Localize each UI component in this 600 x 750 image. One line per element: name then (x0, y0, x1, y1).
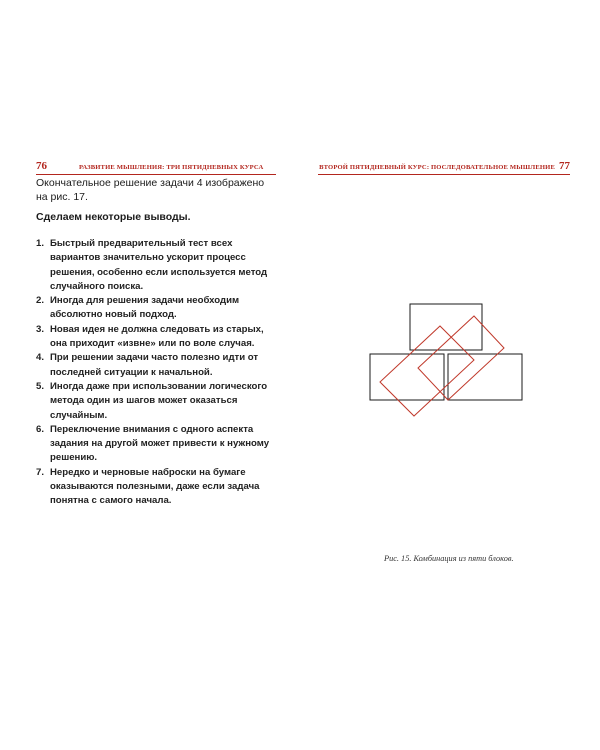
figure-caption: Рис. 15. Комбинация из пяти блоков. (384, 554, 514, 563)
intro-paragraph: Окончательное решение задачи 4 изображено на рис. 17. (36, 177, 265, 203)
list-item: 3. Новая идея не должна следовать из старых, она приходит «извне» или по воле случая. (36, 323, 264, 350)
left-page-number: 76 (36, 160, 47, 172)
conclusions-heading: Сделаем некоторые выводы. (36, 211, 191, 223)
right-page-number: 77 (559, 160, 570, 172)
right-running-title: ВТОРОЙ ПЯТИДНЕВНЫЙ КУРС: ПОСЛЕДОВАТЕЛЬНОЕ МЫШЛЕНИЕ (319, 164, 555, 171)
right-page (300, 0, 600, 750)
left-running-header (36, 160, 276, 175)
conclusions-list (36, 237, 274, 509)
list-item: 1. Быстрый предварительный тест всех вариантов значительно ускорит процесс решения, особенно если используется метод случайного поиска. (36, 238, 268, 292)
black-block-bottom-right (448, 354, 522, 400)
red-block-lower (380, 326, 474, 416)
list-item: 2. Иногда для решения задачи необходим абсолютно новый подход. (36, 295, 240, 321)
red-block-upper (418, 316, 504, 400)
five-blocks-diagram-icon (362, 296, 532, 420)
list-item: 5. Иногда даже при использовании логического метода один из шагов может оказаться случайным. (36, 380, 268, 421)
list-item: 7. Нередко и черновые наброски на бумаге оказываются полезными, даже если задача понятна с самого начала. (36, 466, 260, 507)
left-running-title: РАЗВИТИЕ МЫШЛЕНИЯ: ТРИ ПЯТИДНЕВНЫХ КУРСА (79, 164, 264, 171)
list-item: 6. Переключение внимания с одного аспекта задания на другой может привести к нужному решению. (36, 423, 270, 464)
black-block-top (410, 304, 482, 350)
list-item: 4. При решении задачи часто полезно идти от последней ситуации к начальной. (36, 352, 259, 378)
black-block-bottom-left (370, 354, 444, 400)
right-running-header (318, 160, 570, 175)
